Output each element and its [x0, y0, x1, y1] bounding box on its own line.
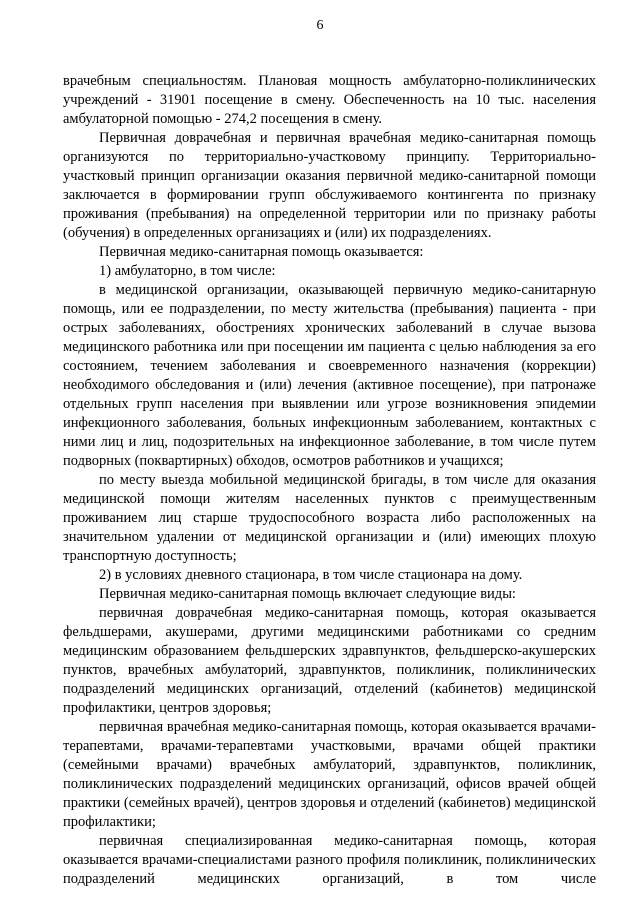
paragraph: по месту выезда мобильной медицинской бригады, в том числе для оказания медицинской помощи жителям населенных пунктов с преимущественным проживанием лиц старше трудоспособного возраста либо расположенных на значительном удалении от медицинской организации и (или) имеющих плохую транспортную доступность;: [63, 472, 596, 564]
paragraph: врачебным специальностям. Плановая мощность амбулаторно-поликлинических учреждений - 31901 посещение в смену. Обеспеченность на 10 тыс. населения амбулаторной помощью - 274,2 посещения в смену.: [63, 73, 596, 127]
paragraph: 1) амбулаторно, в том числе:: [99, 263, 276, 279]
paragraph: первичная специализированная медико-санитарная помощь, которая оказывается врачами-специалистами разного профиля поликлиник, поликлинических подразделений медицинских организаций, в том числе: [63, 833, 596, 887]
paragraph: первичная доврачебная медико-санитарная помощь, которая оказывается фельдшерами, акушерами, другими медицинскими работниками со средним медицинским образованием фельдшерских здравпунктов, фельдшерско-акушерских пунктов, врачебных амбулаторий, здравпунктов, поликлиник, поликлинических подразделений медицинских организаций, отделений (кабинетов) медицинской профилактики, центров здоровья;: [63, 605, 596, 716]
paragraph: Первичная медико-санитарная помощь оказывается:: [99, 244, 424, 260]
paragraph: первичная врачебная медико-санитарная помощь, которая оказывается врачами-терапевтами, врачами-терапевтами участковыми, врачами общей практики (семейными врачами) врачебных амбулаторий, здравпунктов, поликлиник, поликлинических подразделений медицинских организаций, офисов врачей общей практики (семейных врачей), центров здоровья и отделений (кабинетов) медицинской профилактики;: [63, 719, 596, 830]
document-body: [63, 72, 596, 889]
paragraph: в медицинской организации, оказывающей первичную медико-санитарную помощь, или ее подразделении, по месту жительства (пребывания) пациента - при острых заболеваниях, обострениях хронических заболеваний в случае вызова медицинского работника или при посещении им пациента с целью наблюдения за его состоянием, течением заболевания и своевременного назначения (коррекции) необходимого обследования и (или) лечения (активное посещение), при патронаже отдельных групп населения при выявлении или угрозе возникновения эпидемии инфекционного заболевания, больных инфекционным заболеванием, контактных с ними лиц и лиц, подозрительных на инфекционное заболевание, в том числе путем подворных (поквартирных) обходов, осмотров работников и учащихся;: [63, 282, 596, 469]
paragraph: 2) в условиях дневного стационара, в том числе стационара на дому.: [99, 567, 523, 583]
page-number: 6: [316, 18, 324, 33]
paragraph: Первичная доврачебная и первичная врачебная медико-санитарная помощь организуются по территориально-участковому принципу. Территориально-участковый принцип организации оказания первичной медико-санитарной помощи заключается в формировании групп обслуживаемого контингента по признаку проживания (пребывания) на определенной территории или по признаку работы (обучения) в определенных организациях и (или) их подразделениях.: [63, 130, 596, 241]
paragraph: Первичная медико-санитарная помощь включает следующие виды:: [99, 586, 516, 602]
